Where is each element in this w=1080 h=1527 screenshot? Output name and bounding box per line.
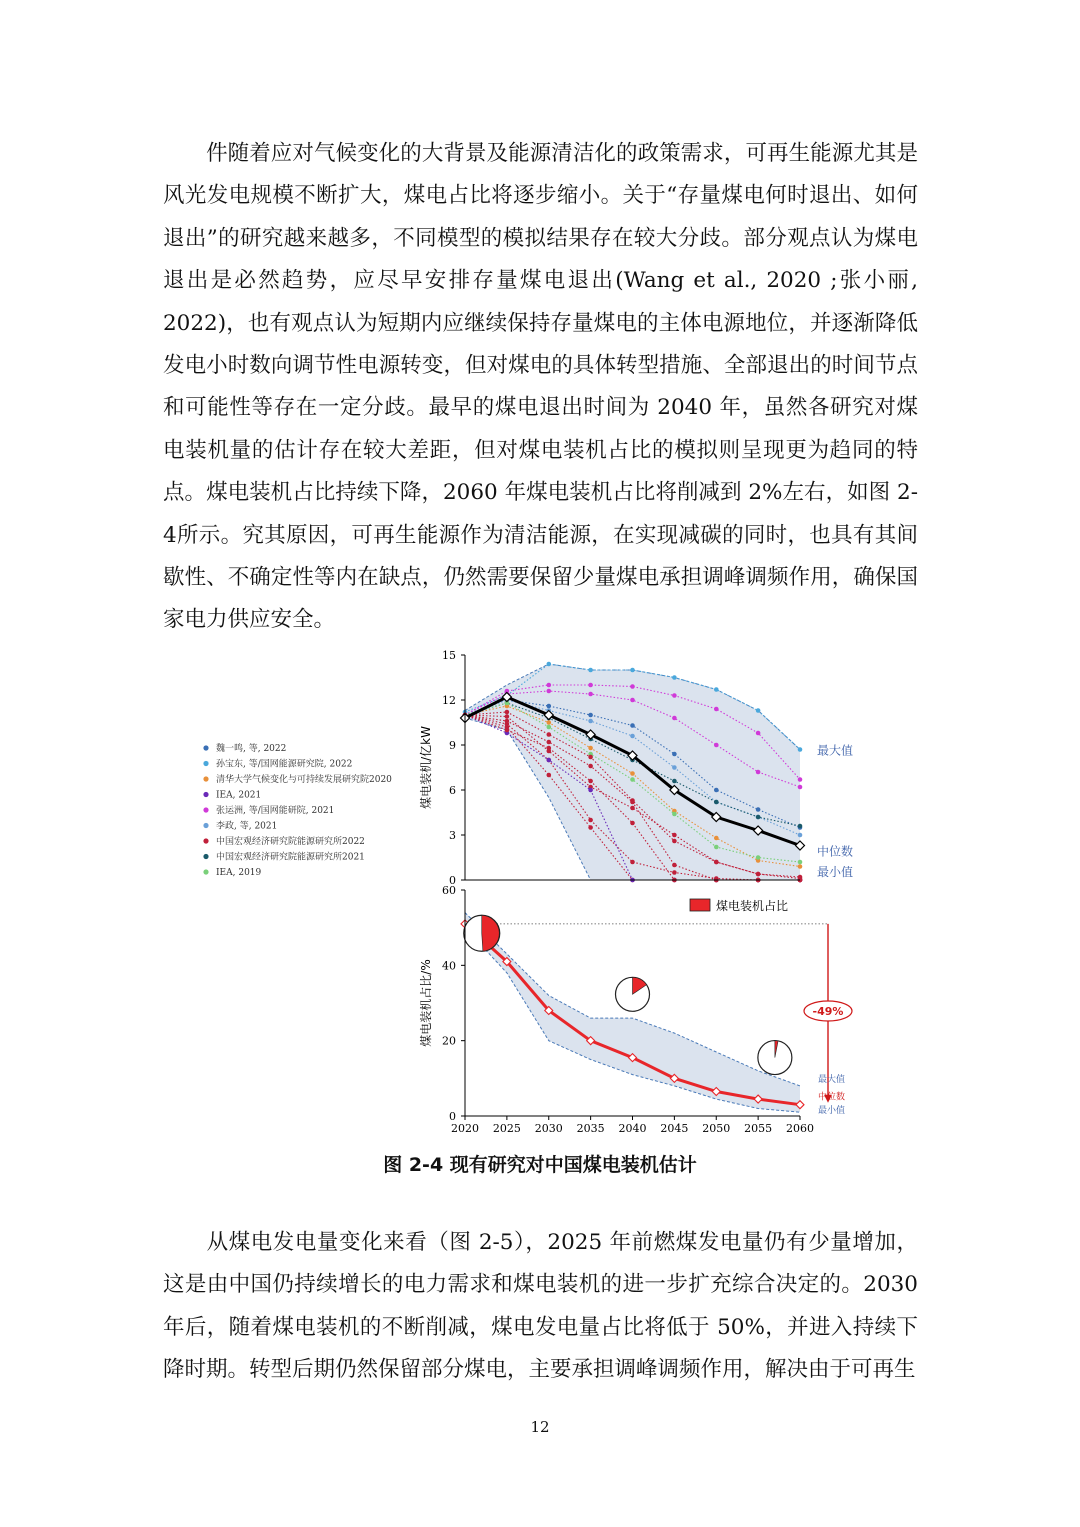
series-point-s14-2: [547, 746, 552, 751]
series-point-s11-4: [630, 860, 635, 865]
series-point-s8-2: [547, 725, 552, 730]
series-point-s15-4: [630, 800, 635, 805]
paragraph-2: 从煤电发电量变化来看（图 2-5），2025 年前燃煤发电量仍有少量增加，这是由中国仍持续增长的电力需求和煤电装机的进一步扩充综合决定的。2030 年后，随着煤电装机的不断削减，煤电发电量占比将低于 50%，并进入持续下降时期。转型后期仍然保留部分煤电，主要承担调峰调频作用，解决由于可再生: [163, 1230, 918, 1383]
top-ytick-label-5: 15: [442, 649, 456, 662]
xtick-label-2: 2030: [534, 1122, 563, 1135]
series-point-s10-4: [630, 806, 635, 811]
legend-label-1: 孙宝东, 等/国网能源研究院, 2022: [216, 759, 353, 770]
series-point-s14-3: [588, 779, 593, 784]
series-point-s10-1: [505, 714, 510, 719]
legend-label-0: 魏一鸣, 等, 2022: [216, 744, 287, 754]
legend-label-7: 中国宏观经济研究院能源研究所2021: [216, 852, 365, 863]
legend-marker-3: [203, 792, 208, 797]
series-point-s9-5: [672, 839, 677, 844]
bottom-ytick-label-0: 0: [449, 1110, 456, 1123]
bottom-min-annotation: 最小值: [818, 1106, 846, 1116]
share-legend-swatch: [690, 899, 710, 911]
series-point-s14-1: [505, 728, 510, 733]
series-point-s6-7: [756, 815, 761, 820]
series-point-s3-3: [588, 692, 593, 697]
top-min-annotation: 最小值: [817, 865, 854, 879]
series-point-s2-4: [630, 684, 635, 689]
xtick-label-3: 2035: [576, 1122, 605, 1135]
bottom-median-annotation: 中位数: [818, 1092, 846, 1103]
series-point-s8-6: [714, 845, 719, 850]
bottom-ytick-label-1: 20: [442, 1034, 456, 1048]
bottom-y-axis-label: 煤电装机占比/%: [419, 959, 433, 1047]
legend-marker-6: [203, 838, 208, 843]
series-point-s12-2: [547, 773, 552, 778]
series-point-s6-6: [714, 800, 719, 805]
xtick-label-1: 2025: [492, 1122, 521, 1135]
series-point-s1-2: [547, 662, 552, 667]
series-point-s5-5: [672, 765, 677, 770]
xtick-label-4: 2040: [618, 1122, 647, 1135]
series-point-s7-3: [588, 746, 593, 751]
coal-capacity-chart: [418, 649, 853, 887]
series-point-s9-3: [588, 755, 593, 760]
change-label: -49%: [812, 1005, 844, 1018]
series-point-s12-3: [588, 825, 593, 830]
legend-marker-5: [203, 823, 208, 828]
paragraph-1: 件随着应对气候变化的大背景及能源清洁化的政策需求，可再生能源尤其是风光发电规模不断扩大，煤电占比将逐步缩小。关于“存量煤电何时退出、如何退出”的研究越来越多，不同模型的模拟结果存在较大分歧。部分观点认为煤电退出是必然趋势，应尽早安排存量煤电退出(Wang et al., 2020 ;张小丽, 2022)，也有观点认为短期内应继续保持存量煤电的主体电源地位，并逐渐降低发电小时数向调节性电源转变，但对煤电的具体转型措施、全部退出的时间节点和可能性等存在一定分歧。最早的煤电退出时间为 2040 年，虽然各研究对煤电装机量的估计存在较大差距，但对煤电装机占比的模拟则呈现更为趋同的特点。煤电装机占比持续下降，2060 年煤电装机占比将削减到 2%左右，如图 2-4所示。究其原因，可再生能源作为清洁能源，在实现减碳的同时，也具有其间歇性、不确定性等内在缺点，仍然需要保留少量煤电承担调峰调频作用，确保国家电力供应安全。: [163, 141, 918, 633]
series-point-s3-2: [547, 689, 552, 694]
legend-marker-2: [203, 776, 208, 781]
legend-label-4: 张运洲, 等/国网能研院, 2021: [216, 806, 335, 816]
series-point-s2-3: [588, 683, 593, 688]
coal-capacity-figure: [190, 640, 854, 1140]
series-point-s2-8: [798, 777, 803, 782]
xtick-label-5: 2045: [660, 1122, 689, 1135]
series-point-s9-1: [505, 710, 510, 715]
series-point-s13-2: [547, 758, 552, 763]
series-point-s5-4: [630, 734, 635, 739]
share-legend-label: 煤电装机占比: [716, 899, 789, 913]
series-point-s3-7: [756, 770, 761, 775]
top-y-axis-label: 煤电装机/亿kW: [419, 726, 433, 809]
xtick-label-8: 2060: [786, 1122, 814, 1135]
series-point-s7-4: [630, 771, 635, 776]
series-point-s1-6: [714, 687, 719, 692]
series-point-s2-2: [547, 683, 552, 688]
series-point-s11-3: [588, 818, 593, 823]
series-point-s7-6: [714, 836, 719, 841]
series-point-s10-7: [756, 872, 761, 877]
series-point-s8-5: [672, 812, 677, 817]
series-point-s5-3: [588, 719, 593, 724]
series-point-s3-8: [798, 785, 803, 790]
legend-marker-1: [203, 761, 208, 766]
series-point-s15-2: [547, 740, 552, 745]
figure-caption: 图 2-4 现有研究对中国煤电装机估计: [383, 1154, 697, 1176]
series-point-s4-4: [630, 723, 635, 728]
share-range-band: [465, 913, 800, 1113]
series-point-s5-8: [798, 833, 803, 838]
bottom-max-annotation: 最大值: [818, 1074, 846, 1085]
series-point-s10-6: [714, 860, 719, 865]
series-point-s8-8: [798, 860, 803, 865]
legend-label-6: 中国宏观经济研究院能源研究所2022: [216, 837, 365, 847]
series-point-s8-4: [630, 777, 635, 782]
legend-marker-7: [203, 854, 208, 859]
series-point-s15-1: [505, 719, 510, 724]
xtick-label-7: 2055: [744, 1122, 773, 1135]
series-point-s6-5: [672, 779, 677, 784]
series-point-s1-5: [672, 675, 677, 680]
legend-marker-4: [203, 807, 208, 812]
series-point-s7-8: [798, 864, 803, 869]
series-point-s3-4: [630, 698, 635, 703]
series-point-s8-7: [756, 855, 761, 860]
top-ytick-label-1: 3: [449, 829, 456, 842]
coal-share-chart: [418, 884, 852, 1135]
series-point-s2-5: [672, 693, 677, 698]
series-point-s14-4: [630, 821, 635, 826]
series-point-s2-7: [756, 731, 761, 736]
page-number: 12: [530, 1418, 550, 1436]
series-point-s4-5: [672, 752, 677, 757]
legend-label-8: IEA, 2019: [216, 868, 262, 878]
series-point-s2-6: [714, 707, 719, 712]
legend-label-2: 清华大学气候变化与可持续发展研究院2020: [216, 775, 392, 785]
series-point-s1-4: [630, 668, 635, 673]
bottom-ytick-label-2: 40: [442, 959, 456, 973]
series-point-s3-6: [714, 743, 719, 748]
series-point-s3-5: [672, 716, 677, 721]
series-point-s9-2: [547, 732, 552, 737]
legend-marker-8: [203, 869, 208, 874]
legend-label-3: IEA, 2021: [216, 790, 262, 801]
series-point-s10-5: [672, 833, 677, 838]
series-point-s1-3: [588, 668, 593, 673]
legend-label-5: 李政, 等, 2021: [216, 821, 278, 832]
top-ytick-label-2: 6: [449, 784, 456, 797]
top-max-annotation: 最大值: [817, 743, 854, 758]
series-point-s7-2: [547, 720, 552, 725]
series-point-s6-8: [798, 824, 803, 829]
top-median-annotation: 中位数: [817, 844, 854, 859]
series-point-s4-7: [756, 807, 761, 812]
series-point-s13-3: [588, 788, 593, 793]
top-ytick-label-0: 0: [449, 874, 456, 887]
series-point-s15-5: [672, 863, 677, 868]
series-point-s4-6: [714, 788, 719, 793]
top-ytick-label-3: 9: [449, 739, 456, 752]
top-ytick-label-4: 12: [442, 694, 456, 707]
bottom-ytick-label-3: 60: [442, 884, 456, 897]
xtick-label-6: 2050: [702, 1122, 731, 1135]
series-point-s4-3: [588, 713, 593, 718]
series-point-s4-2: [547, 704, 552, 709]
series-point-s1-8: [798, 747, 803, 752]
xtick-label-0: 2020: [451, 1122, 479, 1135]
legend-marker-0: [203, 745, 208, 750]
series-point-s15-3: [588, 764, 593, 769]
series-point-s1-7: [756, 708, 761, 713]
series-point-s11-5: [672, 870, 677, 875]
figure-legend: [203, 742, 392, 878]
